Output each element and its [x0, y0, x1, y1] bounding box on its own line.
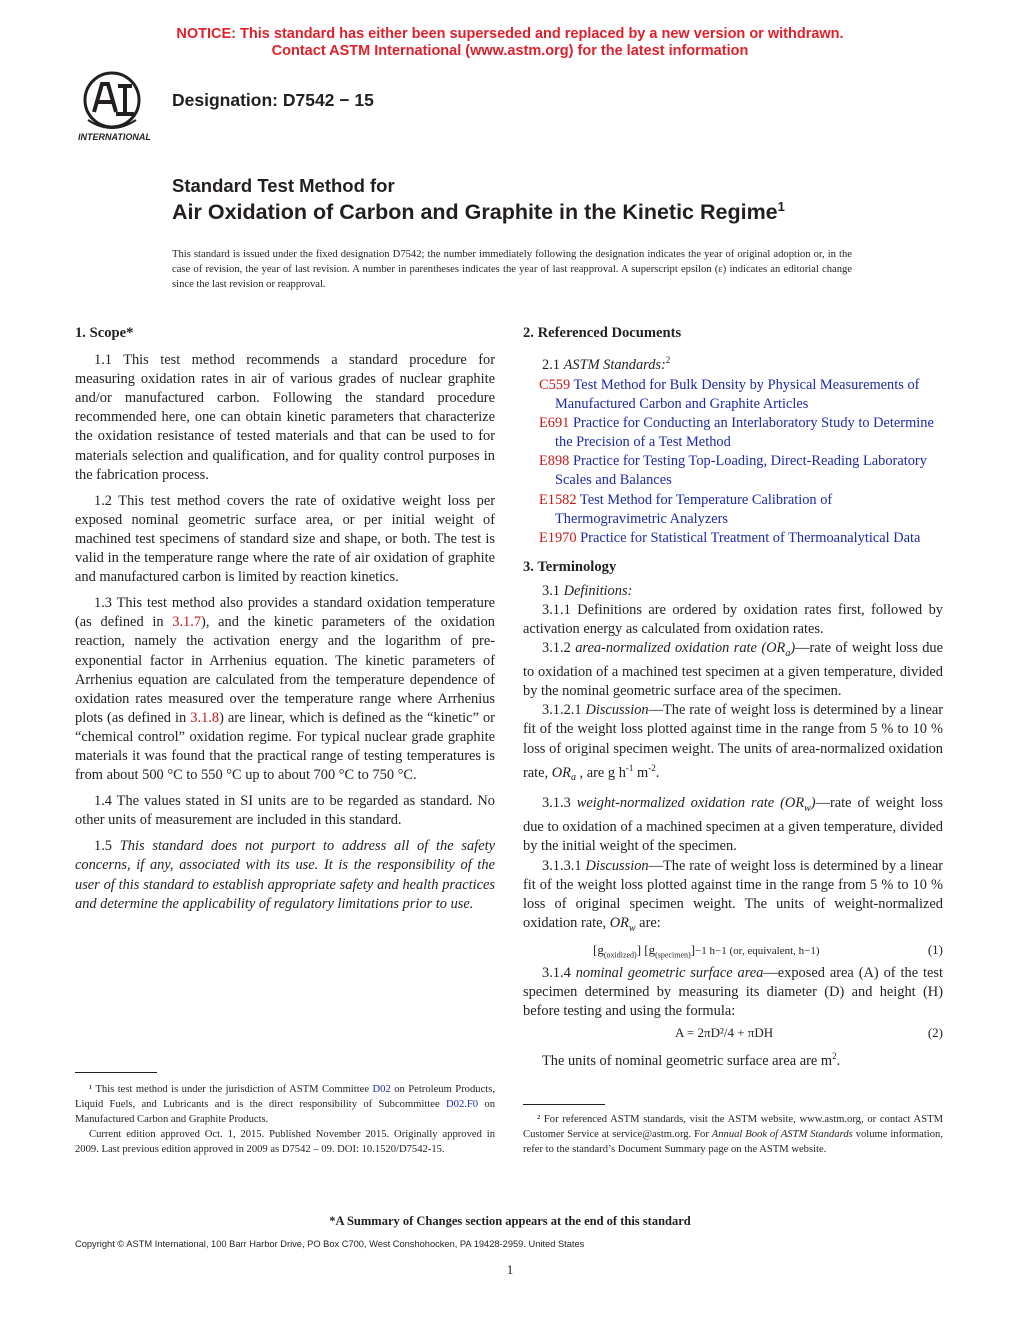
- scope-1-1: 1.1 This test method recommends a standard procedure for measuring oxidation rates in air of various grades of nuclear graphite and/or manufactured carbon. Following the standard procedure recommended here, one can obtain kinetic parameters that characterize the oxidation resistance of tested materials and that can be used to for materials selection and qualification, and for quality control purposes in the fabrication process.: [75, 352, 495, 483]
- refdocs-footnote-ref[interactable]: 2: [665, 355, 671, 366]
- terminology-heading: 3. Terminology: [523, 558, 617, 575]
- footnote-2: [523, 1112, 943, 1157]
- ref-title-e1582[interactable]: Test Method for Temperature Calibration of Thermogravimetric Analyzers: [555, 491, 833, 527]
- equation-2-body: A = 2πD²/4 + πDH: [675, 1025, 774, 1041]
- term-3-1-3-def: —rate of weight loss due to oxidation of a machined specimen at a given temperature, divided by the initial weight of the specimen.: [523, 795, 944, 855]
- term-3-1-1: 3.1.1 Definitions are ordered by oxidation rates first, followed by activation energy as calculated from oxidation rates.: [523, 602, 943, 638]
- scope-1-4: 1.4 The values stated in SI units are to be regarded as standard. No other units of measurement are included in this standard.: [75, 793, 495, 829]
- term-3-1-3-1-or: OR: [609, 914, 629, 931]
- term-3-1-2-1-num: 3.1.2.1: [542, 702, 586, 719]
- term-3-1-3-1-num: 3.1.3.1: [542, 857, 586, 874]
- units-sup: 2: [832, 1051, 837, 1062]
- title-line-2: [172, 199, 785, 225]
- term-3-1-num: 3.1: [542, 582, 564, 599]
- copyright: Copyright © ASTM International, 100 Barr Harbor Drive, PO Box C700, West Conshohocken, PA 19428-2959. United States: [75, 1239, 585, 1249]
- scope-heading: 1. Scope*: [75, 325, 134, 341]
- ref-item-e691: [523, 414, 943, 452]
- page-number: 1: [506, 1262, 514, 1277]
- term-3-1-2: [523, 639, 943, 701]
- ref-item-e898: [523, 452, 943, 490]
- eq1-g1: g: [597, 941, 604, 957]
- footnote-1-para-1: [75, 1082, 495, 1127]
- term-3-1-2-1-units: , are g h: [575, 764, 626, 781]
- footnote-2-text-b: volume information, refer to the standard’s Document Summary page on the ASTM website.: [523, 1129, 943, 1155]
- withdrawal-notice: [0, 26, 1020, 60]
- summary-note: *A Summary of Changes section appears at the end of this standard: [329, 1214, 691, 1228]
- ref-code-e1582[interactable]: E1582: [539, 491, 577, 508]
- ref-title-e691[interactable]: Practice for Conducting an Interlaboratory Study to Determine the Precision of a Test Method: [555, 415, 934, 451]
- term-3-1-4-term: nominal geometric surface area: [575, 964, 764, 981]
- designation: Designation: D7542 − 15: [172, 90, 374, 110]
- footnote-rule-left: [75, 1072, 157, 1073]
- ref-item-c559: [523, 376, 943, 414]
- footnote-2-italic: Annual Book of ASTM Standards: [711, 1129, 853, 1140]
- eq1-sub2: (specimen): [655, 950, 691, 960]
- link-d02-f0[interactable]: D02.F0: [446, 1099, 479, 1110]
- refdocs-2-1-num: 2.1: [542, 356, 564, 373]
- logo-text: INTERNATIONAL: [78, 132, 151, 142]
- scope-1-5-num: 1.5: [94, 838, 120, 855]
- term-3-1-2-close: ): [790, 640, 796, 657]
- astm-logo: [74, 70, 164, 144]
- link-d02[interactable]: D02: [372, 1084, 391, 1095]
- scope-1-3: [75, 594, 495, 785]
- term-3-1-3-1-label: Discussion: [585, 857, 649, 874]
- ref-item-e1582: [523, 491, 943, 529]
- units-end: .: [836, 1052, 841, 1069]
- term-3-1-label: Definitions:: [563, 582, 633, 599]
- term-3-1-2-1-sup2: -2: [648, 762, 656, 773]
- units-sentence: [523, 1047, 943, 1071]
- footnote-1: [75, 1082, 495, 1157]
- term-3-1-2-sub: a: [785, 648, 791, 660]
- term-3-1-2-1-m: m: [633, 764, 649, 781]
- ref-code-e898[interactable]: E898: [539, 453, 570, 470]
- eq1-g2: g: [648, 941, 656, 957]
- term-3-1-2-1: [523, 701, 943, 787]
- right-column: [523, 324, 943, 1071]
- title-text: Air Oxidation of Carbon and Graphite in the Kinetic Regime: [172, 200, 778, 224]
- term-3-1-2-1-text: —The rate of weight loss is determined by a linear fit of the weight loss plotted against time in the range from 5 % to 10 % loss of original specimen weight. The units of area-normalized oxidation rate,: [523, 702, 944, 781]
- left-column: [75, 324, 495, 921]
- term-3-1-4-def: —exposed area (A) of the test specimen determined by measuring its diameter (D) and height (H) before testing and using the formula:: [523, 964, 943, 1019]
- equation-1-body: $[g_{(oxidized)}]$ $[g_{(specimen)}]-1$ h−1 (or, equivalent, h−1): [593, 941, 820, 960]
- ref-title-c559[interactable]: Test Method for Bulk Density by Physical Measurements of Manufactured Carbon and Graphite Articles: [555, 376, 920, 413]
- term-3-1-3-term: weight-normalized oxidation rate (OR: [576, 795, 805, 812]
- footnote-1-text-a: ¹ This test method is under the jurisdiction of ASTM Committee: [89, 1084, 373, 1095]
- scope-1-3-text-c: ) are linear, which is defined as the “kinetic” or “chemical control” oxidation regime. For typical nuclear grade graphite materials it was found that the practical range of testing temperatures is from about 500 °C to 550 °C up to about 700 °C to 750 °C.: [75, 709, 495, 784]
- equation-1-number: (1): [927, 941, 943, 957]
- footnote-1-text-c: on Manufactured Carbon and Graphite Products.: [75, 1099, 495, 1125]
- term-3-1-3-1-text: —The rate of weight loss is determined by a linear fit of the weight loss plotted against time in the range from 5 % to 10 % loss of original specimen weight. The units of weight-normalized oxidation rate,: [523, 857, 944, 931]
- footnote-rule-right: [523, 1104, 605, 1105]
- term-3-1-2-1-or: OR: [551, 764, 571, 781]
- refdocs-heading: 2. Referenced Documents: [523, 325, 682, 341]
- term-3-1-3-1-end: are:: [635, 914, 661, 931]
- term-3-1: [523, 582, 943, 601]
- footnote-1-text-b: on Petroleum Products, Liquid Fuels, and Lubricants and is the direct responsibility of Subcommittee: [75, 1084, 495, 1110]
- equation-1: [523, 938, 943, 964]
- term-3-1-3-sub: w: [804, 803, 811, 815]
- eq1-rest: −1 h−1 (or, equivalent, h−1): [695, 944, 820, 957]
- refdocs-2-1: [523, 351, 943, 375]
- term-3-1-3: [523, 794, 943, 856]
- footnote-1-para-2: Current edition approved Oct. 1, 2015. Published November 2015. Originally approved in 2009. Last previous edition approved in 2009 as D7542 – 09. DOI: 10.1520/D7542-15.: [75, 1129, 495, 1155]
- term-3-1-3-1-sub: w: [628, 922, 636, 934]
- scope-1-3-text-a: 1.3 This test method also provides a standard oxidation temperature (as defined in: [75, 595, 495, 631]
- ref-item-e1970: [523, 529, 943, 548]
- term-3-1-3-num: 3.1.3: [542, 795, 577, 812]
- term-3-1-2-term: area-normalized oxidation rate (OR: [575, 640, 786, 657]
- equation-2-number: (2): [927, 1025, 943, 1041]
- term-3-1-4: [523, 964, 943, 1021]
- eq1-sub1: (oxidized): [603, 950, 637, 960]
- term-3-1-2-1-sub: a: [570, 772, 576, 784]
- issued-note: This standard is issued under the fixed designation D7542; the number immediately following the designation indicates the year of original adoption or, in the case of revision, the year of last revision. A number in parentheses indicates the year of last reapproval. A superscript epsilon (ε) indicates an editorial change since the last revision or reapproval.: [172, 249, 852, 290]
- term-3-1-2-1-label: Discussion: [585, 702, 649, 719]
- ref-code-e691[interactable]: E691: [539, 415, 570, 432]
- term-3-1-4-num: 3.1.4: [542, 964, 576, 981]
- scope-1-5-text: This standard does not purport to address all of the safety concerns, if any, associated with its use. It is the responsibility of the user of this standard to establish appropriate safety and health practices and determine the applicability of regulatory limitations prior to use.: [75, 838, 495, 912]
- term-3-1-2-1-sup1: -1: [625, 762, 634, 773]
- title-footnote-ref[interactable]: 1: [777, 199, 785, 214]
- footnote-2-text-a: ² For referenced ASTM standards, visit the ASTM website, www.astm.org, or contact ASTM Customer Service at service@astm.org. For: [523, 1114, 943, 1140]
- link-3-1-8[interactable]: 3.1.8: [190, 709, 220, 726]
- term-3-1-3-1: [523, 857, 943, 938]
- title-line-1: Standard Test Method for: [172, 175, 395, 196]
- link-3-1-7[interactable]: 3.1.7: [172, 614, 202, 631]
- scope-1-5: [75, 837, 495, 913]
- ref-title-e1970[interactable]: Practice for Statistical Treatment of Thermoanalytical Data: [576, 529, 921, 546]
- ref-title-e898[interactable]: Practice for Testing Top-Loading, Direct-Reading Laboratory Scales and Balances: [555, 453, 927, 489]
- term-3-1-2-num: 3.1.2: [542, 640, 576, 657]
- notice-line-2: Contact ASTM International (www.astm.org) for the latest information: [271, 43, 749, 59]
- scope-1-3-text-b: ), and the kinetic parameters of the oxidation reaction, namely the activation energy and the logarithm of pre-exponential factor in Arrhenius equation. The kinetic parameters of Arrhenius equation are calculated from the temperature dependence of oxidation rates measured over the temperature range where Arrhenius plots (as defined in: [75, 614, 495, 726]
- ref-code-e1970[interactable]: E1970: [539, 529, 577, 546]
- scope-1-2: 1.2 This test method covers the rate of oxidative weight loss per exposed nominal geometric surface area, or per initial weight of machined test specimens of standard size and shape, or both. The test is valid in the temperature range where the rate of air oxidation of graphite and manufactured carbon is limited by reaction kinetics.: [75, 492, 495, 586]
- equation-2: [523, 1021, 943, 1047]
- units-text: The units of nominal geometric surface area are m: [542, 1052, 833, 1069]
- notice-line-1: NOTICE: This standard has either been superseded and replaced by a new version or withdrawn.: [176, 26, 844, 42]
- refdocs-2-1-label: ASTM Standards:: [563, 356, 666, 373]
- ref-code-c559[interactable]: C559: [539, 376, 571, 393]
- term-3-1-2-1-end: .: [655, 764, 660, 781]
- term-3-1-3-close: ): [810, 795, 816, 812]
- term-3-1-2-def: —rate of weight loss due to oxidation of a machined test specimen at a given temperature, divided by the nominal geometric surface area of the specimen.: [523, 640, 943, 700]
